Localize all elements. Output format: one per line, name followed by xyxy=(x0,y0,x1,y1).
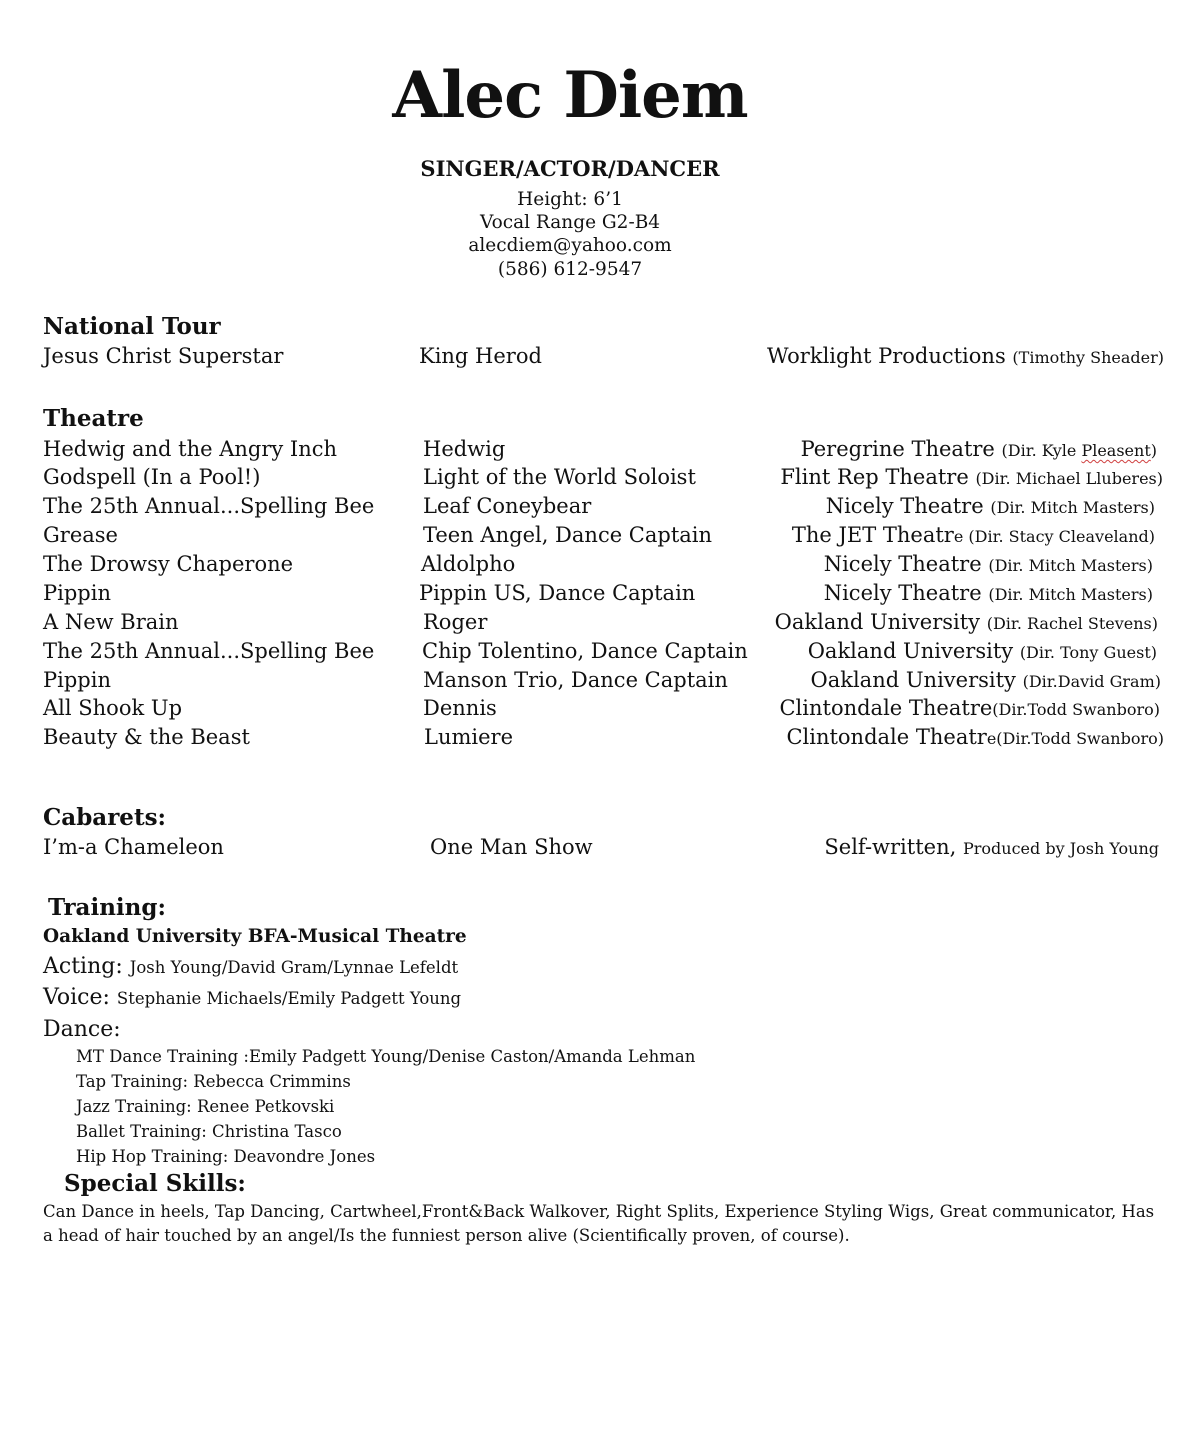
show-title: I’m-a Chameleon xyxy=(43,835,224,859)
role: One Man Show xyxy=(430,835,593,859)
resume-subtitle: SINGER/ACTOR/DANCER xyxy=(420,156,720,181)
training-school: Oakland University BFA-Musical Theatre xyxy=(43,926,467,947)
voice-line xyxy=(43,985,461,1010)
role: Chip Tolentino, Dance Captain xyxy=(422,639,748,663)
director: (Dir. Tony Guest) xyxy=(1019,643,1157,662)
role: Lumiere xyxy=(424,725,513,749)
role: Teen Angel, Dance Captain xyxy=(423,523,713,547)
table-row xyxy=(0,581,1179,610)
venue: Oakland University xyxy=(807,639,1014,663)
height-line: Height: 6’1 xyxy=(517,189,623,210)
special-skills-text: Can Dance in heels, Tap Dancing, Cartwheel,Front&Back Walkover, Right Splits, Experience Styling Wigs, Great communicator, Has a head of hair touched by an angel/Is the funniest person alive (Scientifically proven, of course). xyxy=(43,1202,1155,1245)
venue: Nicely Theatre xyxy=(823,552,982,576)
director: (Dir. Michael Lluberes) xyxy=(975,469,1163,488)
table-row xyxy=(0,344,1179,373)
vocal-range-line: Vocal Range G2-B4 xyxy=(479,212,661,233)
show-title: Grease xyxy=(43,523,118,547)
venue: Clintondale Theatre xyxy=(779,696,993,720)
role: Aldolpho xyxy=(421,552,516,576)
director: (Dir.David Gram) xyxy=(1022,672,1161,691)
director: (Dir. Kyle xyxy=(1001,441,1082,460)
director: (Timothy Sheader) xyxy=(1012,348,1164,367)
table-row xyxy=(0,437,1179,466)
dance-label: Dance: xyxy=(43,1017,121,1042)
voice-label: Voice: xyxy=(43,985,110,1010)
table-row xyxy=(0,610,1179,639)
venue: Peregrine Theatre xyxy=(800,437,995,461)
dance-training-item: MT Dance Training :Emily Padgett Young/Denise Caston/Amanda Lehman xyxy=(76,1047,696,1066)
show-title: The 25th Annual...Spelling Bee xyxy=(43,639,375,663)
table-row xyxy=(0,494,1179,523)
venue: Flint Rep Theatre xyxy=(780,465,969,489)
dance-training-item: Jazz Training: Renee Petkovski xyxy=(76,1097,335,1116)
director: (Dir. Mitch Masters) xyxy=(990,498,1155,517)
table-row xyxy=(0,639,1179,668)
director: Produced by Josh Young xyxy=(962,839,1159,858)
show-title: Jesus Christ Superstar xyxy=(43,344,284,368)
table-row xyxy=(0,465,1179,494)
table-row xyxy=(0,668,1179,697)
dance-training-item: Hip Hop Training: Deavondre Jones xyxy=(76,1147,376,1166)
theatre-heading: Theatre xyxy=(43,405,144,432)
dance-training-item: Ballet Training: Christina Tasco xyxy=(76,1122,342,1141)
venue: Worklight Productions xyxy=(767,344,1006,368)
table-row xyxy=(0,696,1179,725)
director: (Dir. Mitch Masters) xyxy=(988,585,1153,604)
venue: Oakland University xyxy=(774,610,981,634)
show-title: Pippin xyxy=(43,668,111,692)
cabarets-heading: Cabarets: xyxy=(43,804,167,831)
role: Leaf Coneybear xyxy=(423,494,592,518)
national-tour-heading: National Tour xyxy=(43,313,221,340)
role: Dennis xyxy=(423,696,497,720)
resume-name: Alec Diem xyxy=(392,58,748,133)
phone-line: (586) 612-9547 xyxy=(497,259,643,280)
director: (Dir. Mitch Masters) xyxy=(988,556,1153,575)
role: Manson Trio, Dance Captain xyxy=(423,668,728,692)
training-heading: Training: xyxy=(48,894,166,921)
role: Roger xyxy=(423,610,488,634)
director-close: ) xyxy=(1150,441,1157,460)
director-surname: Pleasent xyxy=(1081,441,1151,460)
table-row xyxy=(0,523,1179,552)
venue: Clintondale Theatr xyxy=(786,725,987,749)
director: (Dir. Rachel Stevens) xyxy=(986,614,1158,633)
venue: The JET Theatr xyxy=(791,523,954,547)
venue: Self-written, xyxy=(824,835,957,859)
role: Hedwig xyxy=(423,437,506,461)
show-title: The 25th Annual...Spelling Bee xyxy=(43,494,375,518)
table-row xyxy=(0,552,1179,581)
dance-training-item: Tap Training: Rebecca Crimmins xyxy=(76,1072,351,1091)
acting-line xyxy=(43,954,458,979)
role: Light of the World Soloist xyxy=(423,465,696,489)
acting-label: Acting: xyxy=(43,954,123,979)
show-title: A New Brain xyxy=(43,610,179,634)
role: King Herod xyxy=(419,344,542,368)
venue: Oakland University xyxy=(810,668,1016,692)
director: e (Dir. Stacy Cleaveland) xyxy=(953,527,1155,546)
director: (Dir.Todd Swanboro) xyxy=(992,700,1160,719)
show-title: All Shook Up xyxy=(43,696,183,720)
table-row xyxy=(0,835,1179,864)
show-title: The Drowsy Chaperone xyxy=(43,552,294,576)
role: Pippin US, Dance Captain xyxy=(419,581,696,605)
email-line: alecdiem@yahoo.com xyxy=(468,235,672,256)
acting-teachers: Josh Young/David Gram/Lynnae Lefeldt xyxy=(129,958,459,977)
show-title: Pippin xyxy=(43,581,111,605)
table-row xyxy=(0,725,1179,754)
show-title: Hedwig and the Angry Inch xyxy=(43,437,338,461)
venue: Nicely Theatre xyxy=(825,494,984,518)
voice-teachers: Stephanie Michaels/Emily Padgett Young xyxy=(116,989,462,1008)
director: e(Dir.Todd Swanboro) xyxy=(986,729,1164,748)
special-skills-heading: Special Skills: xyxy=(64,1170,246,1197)
venue: Nicely Theatre xyxy=(823,581,982,605)
show-title: Beauty & the Beast xyxy=(43,725,250,749)
show-title: Godspell (In a Pool!) xyxy=(43,465,261,489)
